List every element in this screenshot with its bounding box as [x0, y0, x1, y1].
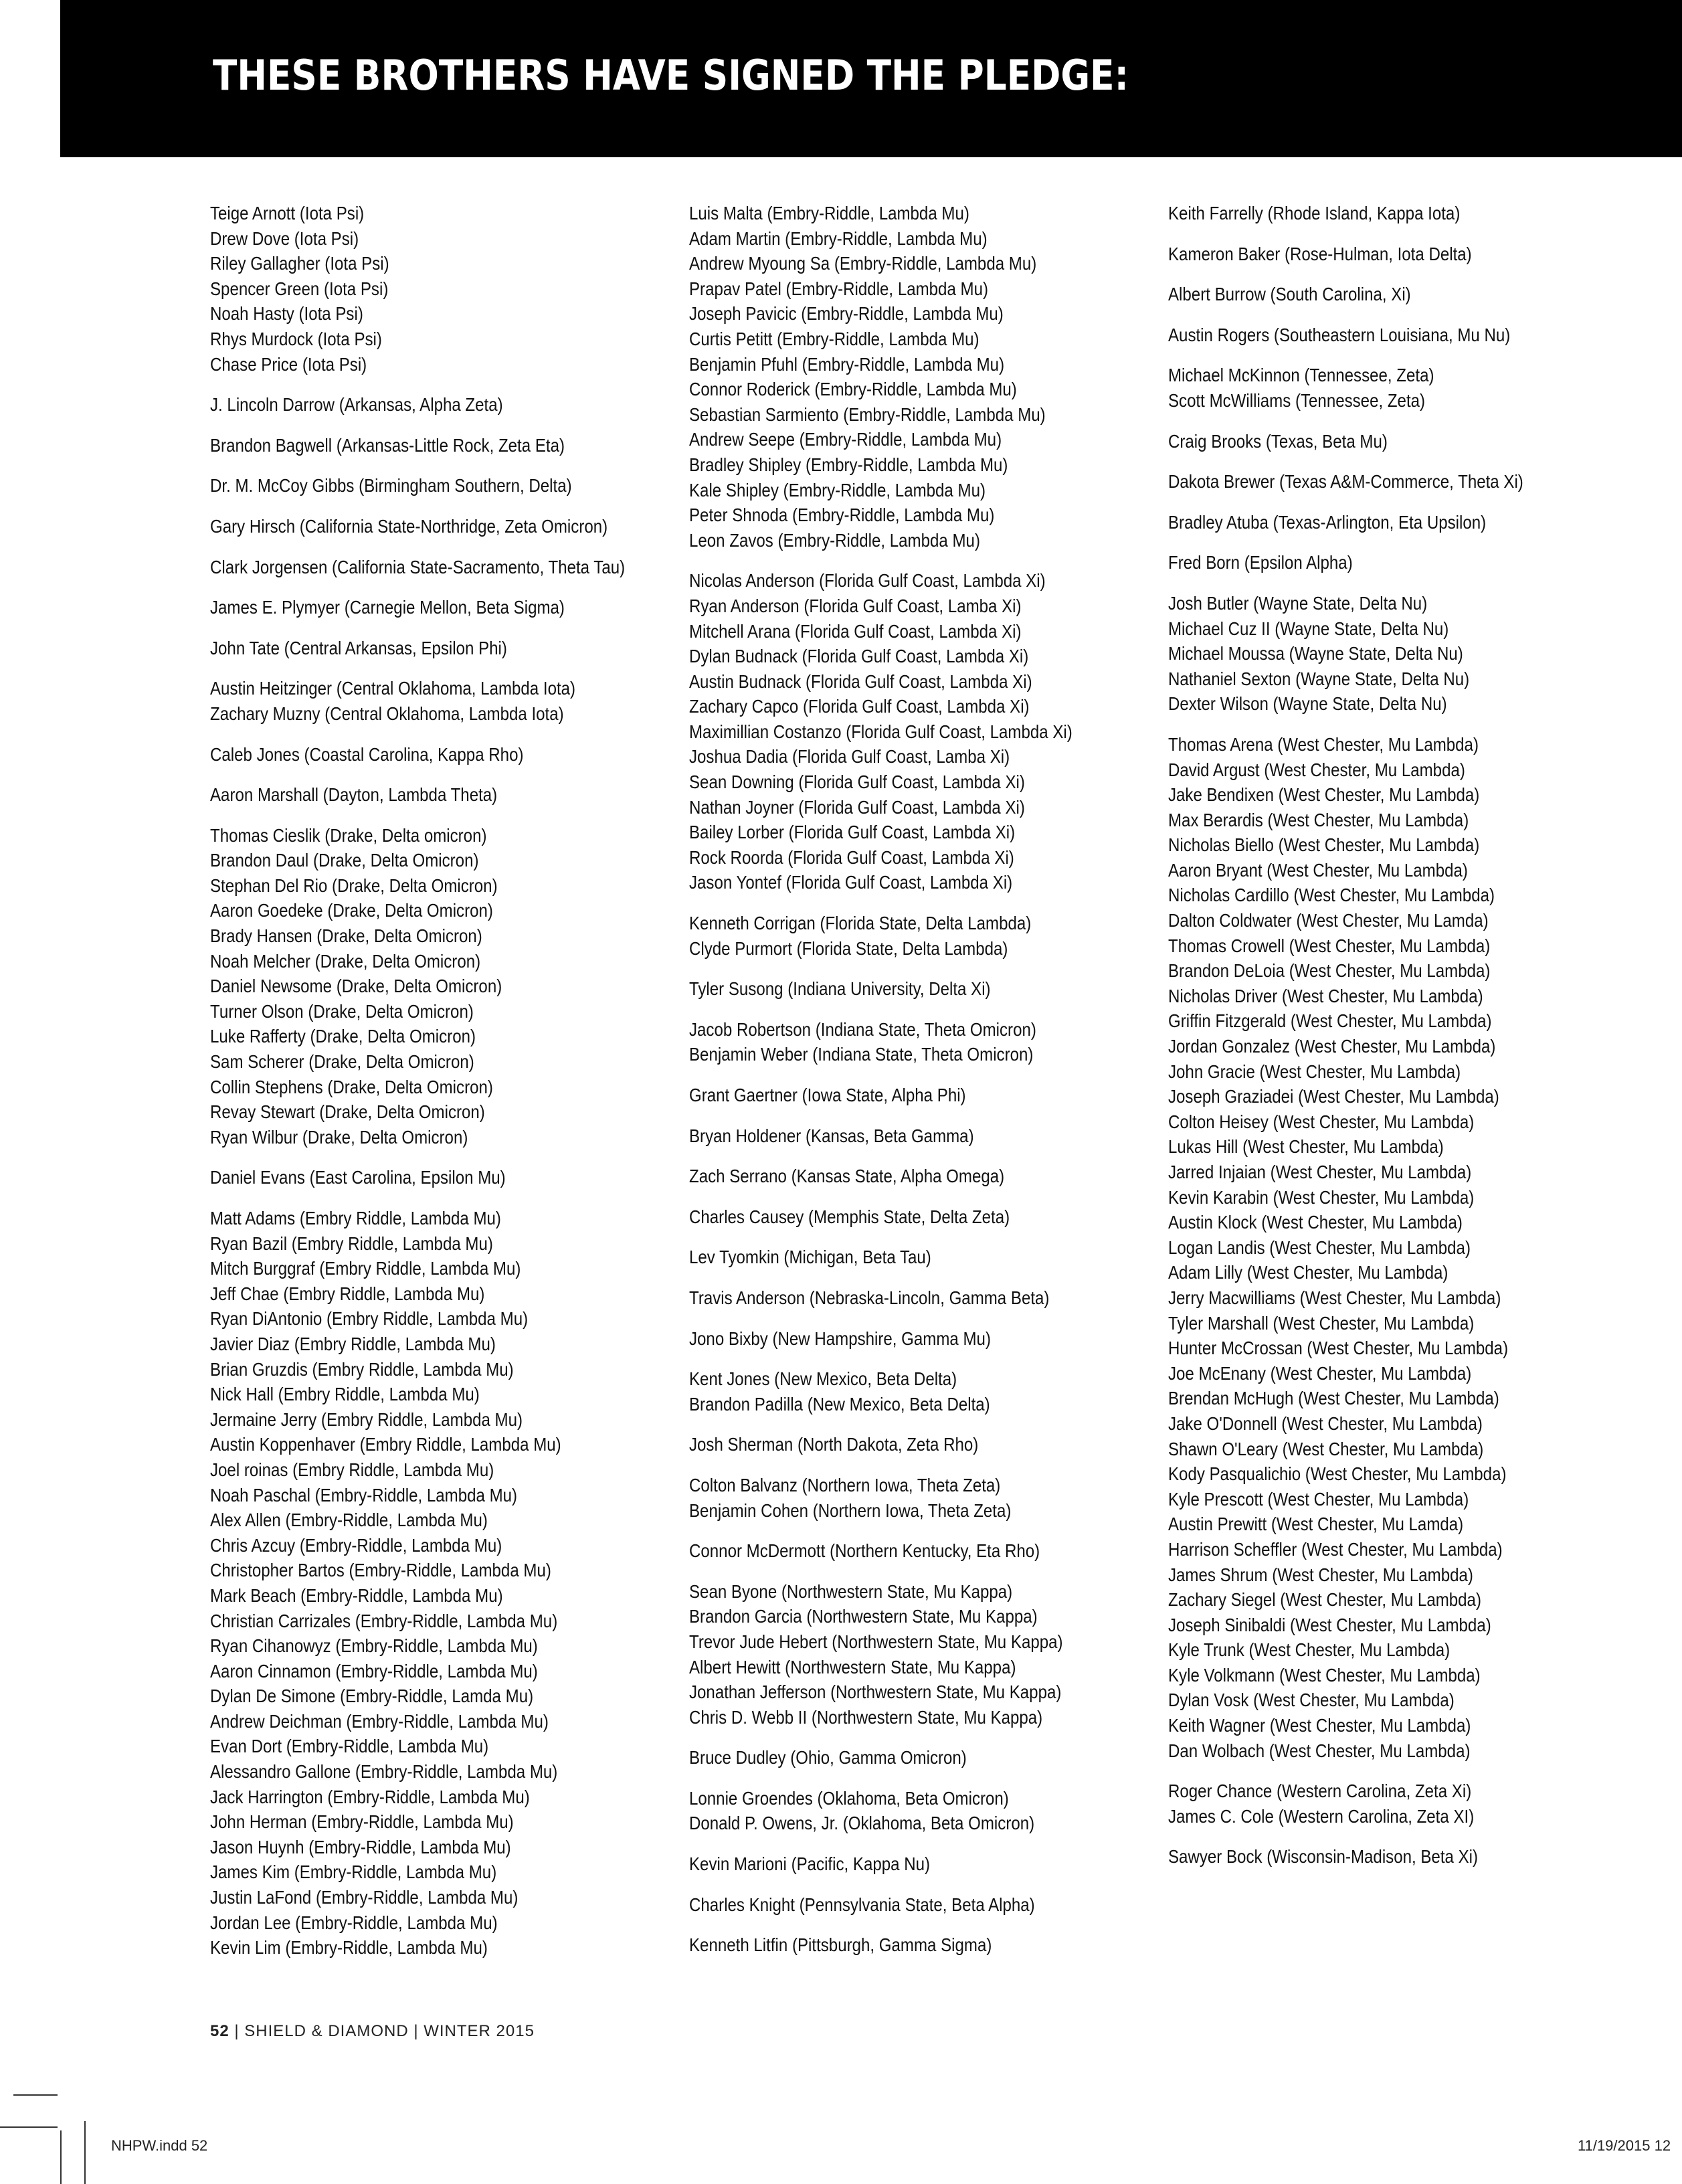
crop-mark [60, 2130, 62, 2184]
signer-entry: Dylan Budnack (Florida Gulf Coast, Lambda Xi) [689, 646, 1029, 667]
signer-entry: Kyle Volkmann (West Chester, Mu Lambda) [1168, 1664, 1481, 1686]
chapter-group [1168, 282, 1581, 307]
signer-entry: Matt Adams (Embry Riddle, Lambda Mu) [210, 1208, 501, 1228]
signer-entry: Brian Gruzdis (Embry Riddle, Lambda Mu) [210, 1358, 514, 1380]
signer-entry: Jason Yontef (Florida Gulf Coast, Lambda Xi) [689, 872, 1013, 893]
signer-entry: Chase Price (Iota Psi) [210, 353, 367, 375]
chapter-group [210, 392, 692, 418]
signer-entry: Kevin Lim (Embry-Riddle, Lambda Mu) [210, 1937, 488, 1959]
page-footer [210, 2022, 535, 2041]
signer-entry: James Shrum (West Chester, Mu Lambda) [1168, 1564, 1473, 1585]
signer-entry: Mitchell Arana (Florida Gulf Coast, Lambda Xi) [689, 620, 1022, 642]
signer-entry: Austin Klock (West Chester, Mu Lambda) [1168, 1212, 1463, 1233]
signer-entry: Riley Gallagher (Iota Psi) [210, 253, 389, 274]
chapter-group [689, 1326, 1135, 1352]
signer-entry: Kevin Marioni (Pacific, Kappa Nu) [689, 1853, 931, 1875]
chapter-group [689, 911, 1135, 961]
signer-entry: Grant Gaertner (Iowa State, Alpha Phi) [689, 1085, 966, 1105]
print-slug-date: 11/19/2015 12 [1578, 2137, 1671, 2154]
signer-entry: Joseph Graziadei (West Chester, Mu Lambda) [1168, 1086, 1499, 1107]
signer-entry: Andrew Seepe (Embry-Riddle, Lambda Mu) [689, 429, 1002, 450]
publication-name: SHIELD & DIAMOND [244, 2022, 409, 2040]
signer-entry: Adam Martin (Embry-Riddle, Lambda Mu) [689, 227, 988, 249]
signer-entry: Teige Arnott (Iota Psi) [210, 203, 365, 223]
signer-entry: Noah Paschal (Embry-Riddle, Lambda Mu) [210, 1484, 518, 1506]
signer-entry: Joe McEnany (West Chester, Mu Lambda) [1168, 1362, 1472, 1384]
chapter-group [689, 1164, 1135, 1189]
signer-entry: Collin Stephens (Drake, Delta Omicron) [210, 1076, 493, 1097]
header-band [60, 0, 1682, 157]
chapter-group [210, 782, 692, 808]
signer-entry: Christian Carrizales (Embry-Riddle, Lambda Mu) [210, 1610, 558, 1631]
signer-entry: Clyde Purmort (Florida State, Delta Lambda) [689, 937, 1008, 959]
signer-entry: Brandon Garcia (Northwestern State, Mu Kappa) [689, 1606, 1038, 1627]
signer-entry: Turner Olson (Drake, Delta Omicron) [210, 1000, 474, 1022]
signer-entry: Zachary Muzny (Central Oklahoma, Lambda Iota) [210, 703, 564, 724]
signer-entry: Jake Bendixen (West Chester, Mu Lambda) [1168, 784, 1480, 806]
signer-entry: Keith Wagner (West Chester, Mu Lambda) [1168, 1715, 1471, 1736]
signer-entry: Noah Melcher (Drake, Delta Omicron) [210, 950, 481, 972]
signer-entry: Dalton Coldwater (West Chester, Mu Lamda) [1168, 910, 1489, 931]
signer-entry: Hunter McCrossan (West Chester, Mu Lambda) [1168, 1338, 1509, 1359]
signer-entry: Mark Beach (Embry-Riddle, Lambda Mu) [210, 1584, 503, 1606]
chapter-group [210, 555, 692, 580]
signer-entry: Jarred Injaian (West Chester, Mu Lambda) [1168, 1162, 1472, 1182]
signer-entry: Kyle Prescott (West Chester, Mu Lambda) [1168, 1488, 1469, 1510]
name-column-3 [1168, 201, 1581, 1885]
signer-entry: Albert Hewitt (Northwestern State, Mu Kappa) [689, 1656, 1016, 1677]
signer-entry: Clark Jorgensen (California State-Sacramento, Theta Tau) [210, 556, 626, 577]
signer-entry: Zachary Siegel (West Chester, Mu Lambda) [1168, 1589, 1481, 1611]
signer-entry: Jordan Lee (Embry-Riddle, Lambda Mu) [210, 1912, 498, 1933]
signer-entry: Kent Jones (New Mexico, Beta Delta) [689, 1368, 957, 1390]
signer-entry: Stephan Del Rio (Drake, Delta Omicron) [210, 875, 498, 896]
signer-entry: James C. Cole (Western Carolina, Zeta XI) [1168, 1805, 1475, 1827]
chapter-group [689, 1538, 1135, 1564]
signer-entry: Lukas Hill (West Chester, Mu Lambda) [1168, 1136, 1444, 1158]
print-slug-file: NHPW.indd 52 [111, 2137, 208, 2154]
signer-entry: Jason Huynh (Embry-Riddle, Lambda Mu) [210, 1836, 511, 1857]
signer-entry: Andrew Myoung Sa (Embry-Riddle, Lambda Mu) [689, 253, 1037, 274]
signer-entry: Jono Bixby (New Hampshire, Gamma Mu) [689, 1328, 991, 1349]
signer-entry: Austin Budnack (Florida Gulf Coast, Lambda Xi) [689, 670, 1032, 692]
chapter-group [1168, 1844, 1581, 1870]
chapter-group [689, 1473, 1135, 1523]
signer-entry: Lev Tyomkin (Michigan, Beta Tau) [689, 1247, 931, 1268]
name-column-2 [689, 201, 1135, 1973]
signer-entry: James Kim (Embry-Riddle, Lambda Mu) [210, 1861, 497, 1883]
signer-entry: Dylan De Simone (Embry-Riddle, Lamda Mu) [210, 1686, 534, 1707]
crop-mark [84, 2121, 86, 2184]
chapter-group [1168, 429, 1581, 454]
signer-entry: Jake O'Donnell (West Chester, Mu Lambda) [1168, 1413, 1483, 1434]
signer-entry: Roger Chance (Western Carolina, Zeta Xi) [1168, 1781, 1472, 1802]
signer-entry: Thomas Crowell (West Chester, Mu Lambda) [1168, 935, 1491, 956]
chapter-group [210, 595, 692, 620]
signer-entry: Fred Born (Epsilon Alpha) [1168, 552, 1353, 573]
crop-mark [0, 2126, 58, 2128]
signer-entry: Trevor Jude Hebert (Northwestern State, Mu Kappa) [689, 1631, 1063, 1652]
signer-entry: Nicolas Anderson (Florida Gulf Coast, Lambda Xi) [689, 570, 1046, 592]
signer-entry: Javier Diaz (Embry Riddle, Lambda Mu) [210, 1333, 496, 1354]
name-column-1 [210, 201, 692, 1976]
signer-entry: Nicholas Cardillo (West Chester, Mu Lambda) [1168, 885, 1495, 906]
chapter-group [1168, 201, 1581, 226]
signer-entry: Spencer Green (Iota Psi) [210, 278, 389, 299]
chapter-group [689, 1245, 1135, 1270]
signer-entry: Michael McKinnon (Tennessee, Zeta) [1168, 365, 1434, 386]
signer-entry: Kody Pasqualichio (West Chester, Mu Lambda) [1168, 1463, 1507, 1485]
signer-entry: Justin LaFond (Embry-Riddle, Lambda Mu) [210, 1887, 519, 1908]
chapter-group [689, 1786, 1135, 1836]
signer-entry: Donald P. Owens, Jr. (Oklahoma, Beta Omicron) [689, 1813, 1035, 1834]
signer-entry: John Gracie (West Chester, Mu Lambda) [1168, 1061, 1461, 1082]
signer-entry: Connor McDermott (Northern Kentucky, Eta Rho) [689, 1540, 1040, 1562]
signer-entry: Daniel Newsome (Drake, Delta Omicron) [210, 976, 502, 997]
signer-entry: Rhys Murdock (Iota Psi) [210, 328, 382, 349]
signer-entry: Kenneth Corrigan (Florida State, Delta Lambda) [689, 913, 1032, 934]
footer-separator: | [234, 2022, 240, 2040]
signer-entry: Ryan Anderson (Florida Gulf Coast, Lamba Xi) [689, 595, 1022, 616]
signer-entry: Noah Hasty (Iota Psi) [210, 303, 363, 325]
signer-entry: Zachary Capco (Florida Gulf Coast, Lambda Xi) [689, 696, 1030, 717]
chapter-group [689, 1745, 1135, 1770]
crop-mark [13, 2094, 58, 2096]
signer-entry: Maximillian Costanzo (Florida Gulf Coast, Lambda Xi) [689, 721, 1072, 742]
signer-entry: Jacob Robertson (Indiana State, Theta Omicron) [689, 1018, 1036, 1040]
chapter-group [1168, 510, 1581, 535]
signer-entry: Ryan Cihanowyz (Embry-Riddle, Lambda Mu) [210, 1635, 538, 1657]
signer-entry: Keith Farrelly (Rhode Island, Kappa Iota) [1168, 203, 1461, 223]
signer-entry: Luke Rafferty (Drake, Delta Omicron) [210, 1026, 476, 1047]
signer-entry: Prapav Patel (Embry-Riddle, Lambda Mu) [689, 278, 988, 299]
signer-entry: Kameron Baker (Rose-Hulman, Iota Delta) [1168, 243, 1472, 264]
chapter-group [1168, 323, 1581, 348]
chapter-group [689, 1366, 1135, 1417]
signer-entry: Colton Heisey (West Chester, Mu Lambda) [1168, 1111, 1475, 1132]
signer-entry: Brandon Daul (Drake, Delta Omicron) [210, 850, 479, 871]
signer-entry: Kevin Karabin (West Chester, Mu Lambda) [1168, 1186, 1475, 1208]
chapter-group [210, 1206, 692, 1961]
signer-entry: Austin Rogers (Southeastern Louisiana, Mu Nu) [1168, 324, 1511, 345]
chapter-group [689, 201, 1135, 553]
signer-entry: Aaron Marshall (Dayton, Lambda Theta) [210, 784, 498, 806]
chapter-group [1168, 469, 1581, 494]
signer-entry: Brandon Bagwell (Arkansas-Little Rock, Zeta Eta) [210, 434, 565, 456]
signer-entry: Bruce Dudley (Ohio, Gamma Omicron) [689, 1747, 967, 1768]
signer-entry: Luis Malta (Embry-Riddle, Lambda Mu) [689, 203, 969, 223]
chapter-group [689, 1123, 1135, 1149]
chapter-group [210, 473, 692, 498]
signer-entry: Griffin Fitzgerald (West Chester, Mu Lambda) [1168, 1010, 1492, 1032]
signer-entry: Sean Downing (Florida Gulf Coast, Lambda Xi) [689, 771, 1025, 793]
signer-entry: Benjamin Pfuhl (Embry-Riddle, Lambda Mu) [689, 353, 1005, 375]
signer-entry: Ryan Bazil (Embry Riddle, Lambda Mu) [210, 1233, 493, 1254]
signer-entry: Bradley Shipley (Embry-Riddle, Lambda Mu) [689, 454, 1008, 475]
signer-entry: Nick Hall (Embry Riddle, Lambda Mu) [210, 1384, 480, 1405]
signer-entry: Josh Sherman (North Dakota, Zeta Rho) [689, 1434, 979, 1455]
signer-entry: Bryan Holdener (Kansas, Beta Gamma) [689, 1125, 974, 1146]
chapter-group [689, 1432, 1135, 1457]
signer-entry: Austin Prewitt (West Chester, Mu Lamda) [1168, 1514, 1464, 1535]
chapter-group [210, 823, 692, 1150]
signer-entry: Nathan Joyner (Florida Gulf Coast, Lambda Xi) [689, 796, 1025, 818]
chapter-group [1168, 1779, 1581, 1829]
issue-label: WINTER 2015 [424, 2022, 535, 2040]
signer-entry: Jonathan Jefferson (Northwestern State, Mu Kappa) [689, 1681, 1062, 1703]
signer-entry: Daniel Evans (East Carolina, Epsilon Mu) [210, 1167, 506, 1188]
signer-entry: Albert Burrow (South Carolina, Xi) [1168, 284, 1411, 305]
signer-entry: Chris D. Webb II (Northwestern State, Mu Kappa) [689, 1706, 1043, 1728]
signer-entry: Shawn O'Leary (West Chester, Mu Lambda) [1168, 1438, 1484, 1459]
signer-entry: Sebastian Sarmiento (Embry-Riddle, Lambda Mu) [689, 403, 1046, 425]
signer-entry: Lonnie Groendes (Oklahoma, Beta Omicron) [689, 1787, 1009, 1809]
chapter-group [210, 201, 692, 377]
signer-entry: Connor Roderick (Embry-Riddle, Lambda Mu) [689, 379, 1017, 400]
footer-separator: | [413, 2022, 419, 2040]
signer-entry: Drew Dove (Iota Psi) [210, 227, 359, 249]
signer-entry: Jordan Gonzalez (West Chester, Mu Lambda) [1168, 1036, 1496, 1057]
signer-entry: Kyle Trunk (West Chester, Mu Lambda) [1168, 1639, 1451, 1661]
chapter-group [1168, 591, 1581, 717]
signer-entry: Tyler Susong (Indiana University, Delta Xi) [689, 978, 991, 1000]
chapter-group [1168, 242, 1581, 267]
signer-entry: Alex Allen (Embry-Riddle, Lambda Mu) [210, 1510, 488, 1531]
signer-entry: Scott McWilliams (Tennessee, Zeta) [1168, 389, 1426, 411]
signer-entry: Dylan Vosk (West Chester, Mu Lambda) [1168, 1690, 1455, 1711]
chapter-group [689, 1892, 1135, 1918]
signer-entry: Max Berardis (West Chester, Mu Lambda) [1168, 809, 1469, 830]
signer-entry: Alessandro Gallone (Embry-Riddle, Lambda Mu) [210, 1761, 558, 1783]
signer-entry: Charles Knight (Pennsylvania State, Beta Alpha) [689, 1894, 1035, 1915]
signer-entry: Austin Heitzinger (Central Oklahoma, Lambda Iota) [210, 678, 576, 699]
chapter-group [689, 1579, 1135, 1730]
chapter-group [210, 676, 692, 726]
signer-entry: Thomas Arena (West Chester, Mu Lambda) [1168, 733, 1479, 755]
signer-entry: Nicholas Driver (West Chester, Mu Lambda) [1168, 985, 1483, 1006]
signer-entry: Ryan DiAntonio (Embry Riddle, Lambda Mu) [210, 1308, 529, 1330]
chapter-group [689, 1204, 1135, 1230]
signer-entry: Austin Koppenhaver (Embry Riddle, Lambda Mu) [210, 1434, 561, 1455]
chapter-group [210, 742, 692, 767]
signer-entry: Brandon DeLoia (West Chester, Mu Lambda) [1168, 960, 1491, 982]
chapter-group [1168, 732, 1581, 1763]
signer-entry: Charles Causey (Memphis State, Delta Zeta) [689, 1206, 1010, 1227]
signer-entry: Sam Scherer (Drake, Delta Omicron) [210, 1051, 474, 1073]
signer-entry: Harrison Scheffler (West Chester, Mu Lambda) [1168, 1538, 1503, 1560]
signer-entry: Jerry Macwilliams (West Chester, Mu Lambda) [1168, 1287, 1501, 1308]
signer-entry: Jeff Chae (Embry Riddle, Lambda Mu) [210, 1283, 485, 1304]
signer-entry: Rock Roorda (Florida Gulf Coast, Lambda Xi) [689, 846, 1014, 868]
signer-entry: Benjamin Cohen (Northern Iowa, Theta Zeta) [689, 1499, 1012, 1521]
signer-entry: Sean Byone (Northwestern State, Mu Kappa) [689, 1580, 1013, 1602]
signer-entry: Travis Anderson (Nebraska-Lincoln, Gamma Beta) [689, 1287, 1050, 1308]
chapter-group [689, 976, 1135, 1002]
chapter-group [689, 1285, 1135, 1311]
signer-entry: Dexter Wilson (Wayne State, Delta Nu) [1168, 693, 1447, 715]
signer-entry: Craig Brooks (Texas, Beta Mu) [1168, 430, 1388, 452]
chapter-group [689, 1932, 1135, 1958]
signer-entry: Mitch Burggraf (Embry Riddle, Lambda Mu) [210, 1258, 521, 1279]
signer-entry: James E. Plymyer (Carnegie Mellon, Beta Sigma) [210, 597, 565, 618]
signer-entry: David Argust (West Chester, Mu Lambda) [1168, 759, 1465, 780]
page-title: THESE BROTHERS HAVE SIGNED THE PLEDGE: [213, 51, 1129, 100]
chapter-group [1168, 550, 1581, 575]
signer-entry: Aaron Bryant (West Chester, Mu Lambda) [1168, 859, 1468, 881]
signer-entry: J. Lincoln Darrow (Arkansas, Alpha Zeta) [210, 394, 503, 416]
chapter-group [210, 514, 692, 539]
signer-entry: John Tate (Central Arkansas, Epsilon Phi) [210, 637, 507, 658]
chapter-group [1168, 363, 1581, 413]
signer-entry: Josh Butler (Wayne State, Delta Nu) [1168, 592, 1428, 614]
signer-entry: Logan Landis (West Chester, Mu Lambda) [1168, 1237, 1471, 1258]
signer-entry: Christopher Bartos (Embry-Riddle, Lambda Mu) [210, 1560, 551, 1581]
signer-entry: Aaron Goedeke (Drake, Delta Omicron) [210, 900, 493, 921]
chapter-group [210, 433, 692, 458]
signer-entry: Dr. M. McCoy Gibbs (Birmingham Southern, Delta) [210, 475, 572, 496]
signer-entry: Ryan Wilbur (Drake, Delta Omicron) [210, 1126, 468, 1148]
signer-entry: Nathaniel Sexton (Wayne State, Delta Nu) [1168, 668, 1470, 689]
signer-entry: Chris Azcuy (Embry-Riddle, Lambda Mu) [210, 1534, 502, 1556]
signer-entry: John Herman (Embry-Riddle, Lambda Mu) [210, 1811, 514, 1833]
signer-entry: Brendan McHugh (West Chester, Mu Lambda) [1168, 1388, 1499, 1409]
signer-entry: Tyler Marshall (West Chester, Mu Lambda) [1168, 1312, 1475, 1334]
signer-entry: Adam Lilly (West Chester, Mu Lambda) [1168, 1262, 1449, 1283]
signer-entry: Revay Stewart (Drake, Delta Omicron) [210, 1101, 485, 1123]
chapter-group [689, 1851, 1135, 1877]
chapter-group [689, 1083, 1135, 1108]
signer-entry: Joel roinas (Embry Riddle, Lambda Mu) [210, 1459, 494, 1480]
signer-entry: Colton Balvanz (Northern Iowa, Theta Zeta) [689, 1474, 1001, 1495]
signer-entry: Dan Wolbach (West Chester, Mu Lambda) [1168, 1740, 1471, 1761]
signer-entry: Bradley Atuba (Texas-Arlington, Eta Upsilon) [1168, 511, 1487, 533]
signer-entry: Joseph Sinibaldi (West Chester, Mu Lambda) [1168, 1614, 1491, 1635]
signer-entry: Bailey Lorber (Florida Gulf Coast, Lambda Xi) [689, 822, 1016, 843]
signer-entry: Andrew Deichman (Embry-Riddle, Lambda Mu) [210, 1710, 549, 1732]
signer-entry: Leon Zavos (Embry-Riddle, Lambda Mu) [689, 529, 980, 551]
chapter-group [210, 1165, 692, 1190]
signer-entry: Benjamin Weber (Indiana State, Theta Omicron) [689, 1044, 1034, 1065]
signer-entry: Kale Shipley (Embry-Riddle, Lambda Mu) [689, 479, 986, 500]
signer-entry: Brady Hansen (Drake, Delta Omicron) [210, 925, 482, 947]
signer-entry: Dakota Brewer (Texas A&M-Commerce, Theta Xi) [1168, 471, 1523, 492]
signer-entry: Jack Harrington (Embry-Riddle, Lambda Mu) [210, 1786, 530, 1807]
signer-entry: Jermaine Jerry (Embry Riddle, Lambda Mu) [210, 1408, 523, 1430]
signer-entry: Aaron Cinnamon (Embry-Riddle, Lambda Mu) [210, 1660, 538, 1681]
chapter-group [689, 1017, 1135, 1067]
signer-entry: Thomas Cieslik (Drake, Delta omicron) [210, 824, 487, 846]
signer-entry: Kenneth Litfin (Pittsburgh, Gamma Sigma) [689, 1934, 992, 1956]
signer-entry: Caleb Jones (Coastal Carolina, Kappa Rho) [210, 743, 524, 765]
chapter-group [210, 636, 692, 661]
page-number: 52 [210, 2022, 229, 2040]
signer-entry: Brandon Padilla (New Mexico, Beta Delta) [689, 1393, 990, 1415]
signer-entry: Curtis Petitt (Embry-Riddle, Lambda Mu) [689, 328, 979, 349]
signer-entry: Zach Serrano (Kansas State, Alpha Omega) [689, 1166, 1005, 1187]
signer-entry: Michael Cuz II (Wayne State, Delta Nu) [1168, 618, 1449, 639]
signer-entry: Gary Hirsch (California State-Northridge, Zeta Omicron) [210, 515, 608, 537]
chapter-group [689, 568, 1135, 895]
signer-entry: Peter Shnoda (Embry-Riddle, Lambda Mu) [689, 505, 995, 526]
signer-entry: Evan Dort (Embry-Riddle, Lambda Mu) [210, 1736, 489, 1757]
signer-entry: Michael Moussa (Wayne State, Delta Nu) [1168, 643, 1463, 664]
signer-entry: Nicholas Biello (West Chester, Mu Lambda) [1168, 834, 1480, 856]
signer-entry: Joshua Dadia (Florida Gulf Coast, Lamba Xi) [689, 746, 1010, 767]
signer-entry: Sawyer Bock (Wisconsin-Madison, Beta Xi) [1168, 1846, 1479, 1868]
signer-entry: Joseph Pavicic (Embry-Riddle, Lambda Mu) [689, 303, 1004, 325]
